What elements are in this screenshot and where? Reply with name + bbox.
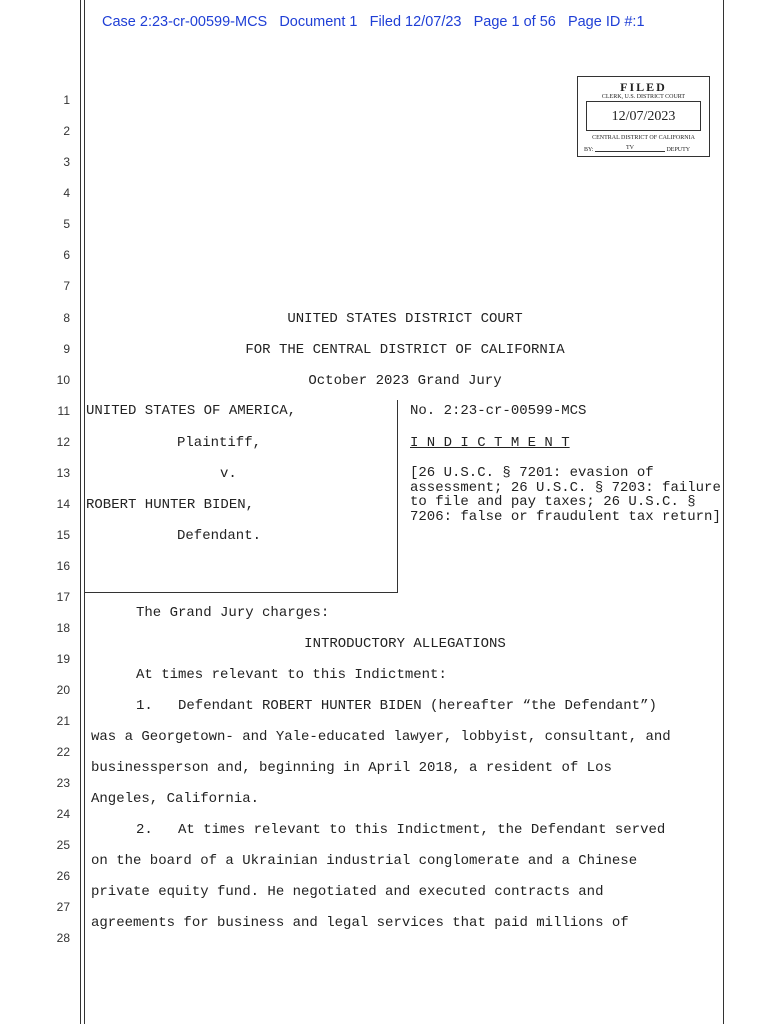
stamp-deputy-label: DEPUTY <box>666 147 691 153</box>
line-number: 9 <box>63 342 70 356</box>
line-number: 7 <box>63 279 70 293</box>
statutes: [26 U.S.C. § 7201: evasion of assessment; 26 U.S.C. § 7203: failure to file and pay taxes; 26 U.S.C. § 7206: false or fraudulent tax return] <box>410 465 721 525</box>
defendant-label: Defendant. <box>177 528 262 544</box>
court-name: UNITED STATES DISTRICT COURT <box>287 311 523 327</box>
stamp-date: 12/07/2023 <box>586 101 701 131</box>
versus: v. <box>220 466 237 482</box>
line-number: 26 <box>56 869 70 883</box>
line-number: 27 <box>56 900 70 914</box>
line-number: 24 <box>56 807 70 821</box>
paragraph-1-line-4: Angeles, California. <box>91 791 260 807</box>
line-number: 21 <box>56 714 70 728</box>
case-no: No. 2:23-cr-00599-MCS <box>410 403 587 419</box>
times-relevant-line: At times relevant to this Indictment: <box>136 667 447 683</box>
stamp-initials: TV <box>595 145 665 152</box>
paragraph-1-line-1: 1. Defendant ROBERT HUNTER BIDEN (hereafter “the Defendant”) <box>136 698 657 714</box>
line-number: 2 <box>63 124 70 138</box>
paragraph-2-line-1: 2. At times relevant to this Indictment, the Defendant served <box>136 822 666 838</box>
filed-date: Filed 12/07/23 <box>369 14 462 30</box>
line-number: 18 <box>56 621 70 635</box>
line-number: 1 <box>63 93 70 107</box>
charges-line: The Grand Jury charges: <box>136 605 330 621</box>
line-number: 28 <box>56 931 70 945</box>
right-margin-rule <box>723 0 724 1024</box>
plaintiff-name: UNITED STATES OF AMERICA, <box>86 403 297 419</box>
document-number: Document 1 <box>279 14 358 30</box>
paragraph-1-line-2: was a Georgetown- and Yale-educated lawyer, lobbyist, consultant, and <box>91 729 671 745</box>
left-margin-rule-outer <box>80 0 81 1024</box>
paragraph-2-line-2: on the board of a Ukrainian industrial conglomerate and a Chinese <box>91 853 638 869</box>
line-number: 20 <box>56 683 70 697</box>
line-number: 19 <box>56 652 70 666</box>
line-number: 4 <box>63 186 70 200</box>
line-number: 10 <box>56 373 70 387</box>
case-number: Case 2:23-cr-00599-MCS <box>102 14 268 30</box>
line-number: 17 <box>56 590 70 604</box>
grand-jury: October 2023 Grand Jury <box>308 373 502 389</box>
ecf-header <box>102 14 645 30</box>
paragraph-1-line-3: businessperson and, beginning in April 2018, a resident of Los <box>91 760 612 776</box>
line-number: 6 <box>63 248 70 262</box>
page-number: Page 1 of 56 <box>473 14 556 30</box>
line-number: 8 <box>63 311 70 325</box>
document-type: I N D I C T M E N T <box>410 435 570 451</box>
court-district: FOR THE CENTRAL DISTRICT OF CALIFORNIA <box>245 342 565 358</box>
stamp-byline <box>584 147 690 154</box>
line-number: 22 <box>56 745 70 759</box>
line-number: 3 <box>63 155 70 169</box>
page-id: Page ID #:1 <box>567 14 645 30</box>
line-number: 11 <box>57 404 70 418</box>
plaintiff-label: Plaintiff, <box>177 435 262 451</box>
line-number: 16 <box>56 559 70 573</box>
stamp-title: FILED <box>620 80 667 94</box>
line-number: 23 <box>56 776 70 790</box>
stamp-district: CENTRAL DISTRICT OF CALIFORNIA <box>592 135 695 141</box>
line-number: 14 <box>56 497 70 511</box>
paragraph-2-line-4: agreements for business and legal services that paid millions of <box>91 915 629 931</box>
filed-stamp <box>577 76 710 157</box>
stamp-by-label: BY: <box>584 147 594 153</box>
line-number: 13 <box>56 466 70 480</box>
section-heading: INTRODUCTORY ALLEGATIONS <box>304 636 506 652</box>
paragraph-2-line-3: private equity fund. He negotiated and executed contracts and <box>91 884 604 900</box>
line-number: 5 <box>63 217 70 231</box>
stamp-clerk: CLERK, U.S. DISTRICT COURT <box>601 94 686 100</box>
defendant-name: ROBERT HUNTER BIDEN, <box>86 497 255 513</box>
line-number: 25 <box>56 838 70 852</box>
line-number: 12 <box>56 435 70 449</box>
line-number: 15 <box>56 528 70 542</box>
